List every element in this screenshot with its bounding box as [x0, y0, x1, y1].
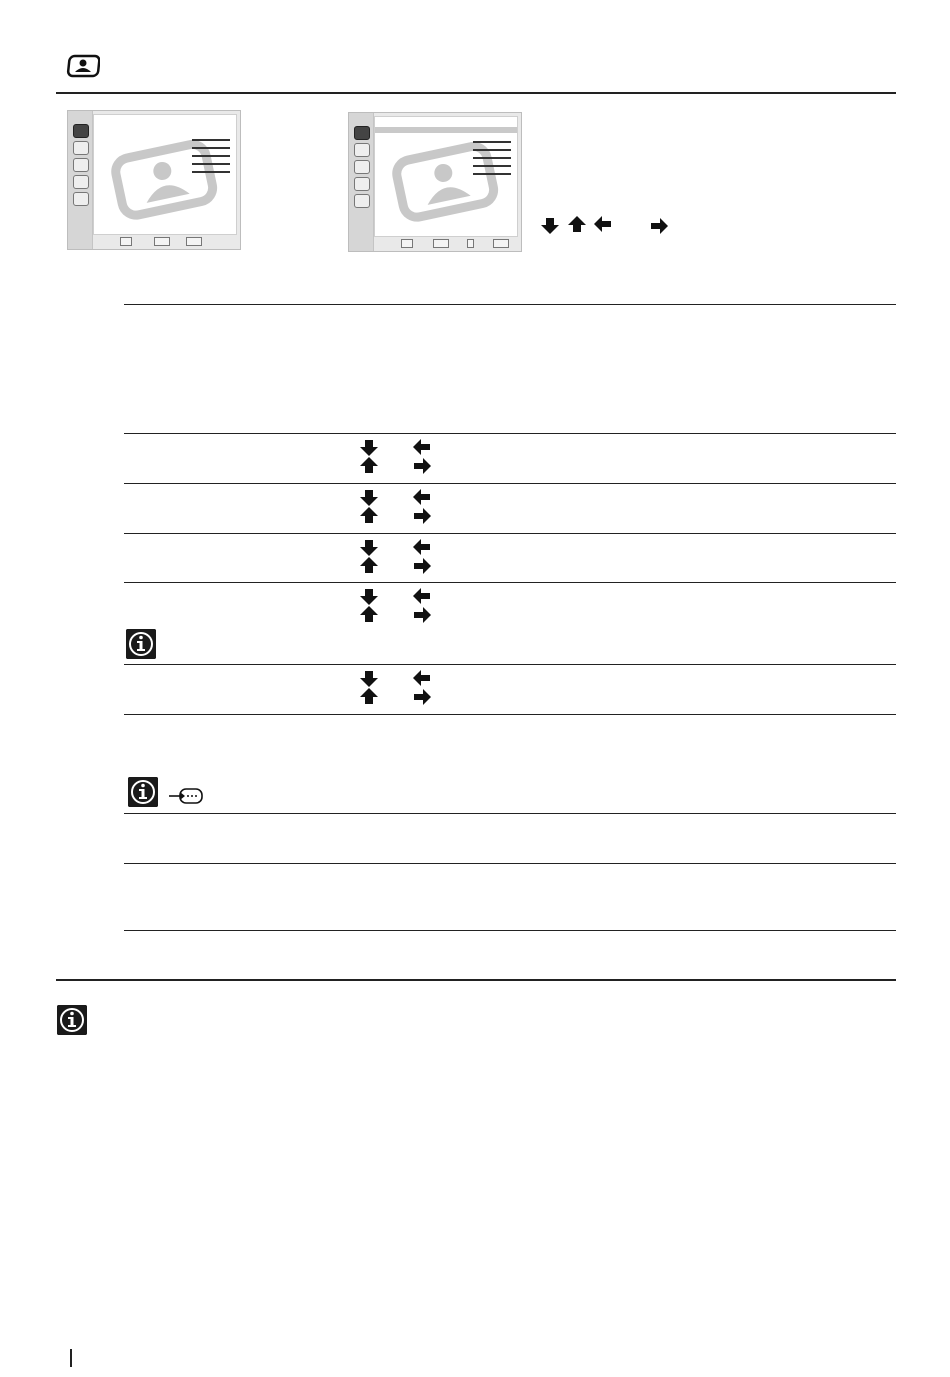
left-arrow-icon [413, 539, 431, 555]
info-icon [128, 777, 158, 807]
footer-rule [56, 979, 896, 981]
up-arrow-icon [360, 688, 378, 704]
right-arrow-icon [413, 558, 431, 574]
left-arrow-icon [413, 670, 431, 686]
setup-icon [73, 175, 89, 189]
picture-watermark-icon [108, 137, 218, 222]
menu-panel [374, 116, 518, 237]
table-rule [124, 304, 896, 305]
picture-menu-icon [66, 54, 100, 78]
page-edge-mark [70, 1349, 72, 1367]
down-arrow-icon [360, 440, 378, 456]
nav-key-hint [401, 239, 413, 248]
table-rule [124, 533, 896, 534]
right-arrow-icon [650, 218, 668, 234]
menu-screen-picture-adjust [348, 112, 522, 252]
up-arrow-icon [360, 507, 378, 523]
right-arrow-icon [413, 607, 431, 623]
right-arrow-icon [413, 458, 431, 474]
table-rule [124, 582, 896, 583]
menu-screen-overview [67, 110, 241, 250]
menu-key-hint [186, 237, 202, 246]
picture-icon [354, 126, 370, 140]
up-arrow-icon [360, 457, 378, 473]
down-arrow-icon [360, 490, 378, 506]
features-icon [73, 158, 89, 172]
left-arrow-icon [413, 439, 431, 455]
sound-icon [73, 141, 89, 155]
table-rule [124, 433, 896, 434]
features-icon [354, 160, 370, 174]
table-rule [124, 930, 896, 931]
down-arrow-icon [360, 540, 378, 556]
preset-icon [354, 194, 370, 208]
picture-icon [73, 124, 89, 138]
table-rule [124, 813, 896, 814]
up-arrow-icon [360, 606, 378, 622]
header-rule [56, 92, 896, 94]
left-arrow-icon [413, 588, 431, 604]
table-rule [124, 483, 896, 484]
table-rule [124, 714, 896, 715]
sound-icon [354, 143, 370, 157]
up-arrow-icon [360, 557, 378, 573]
down-arrow-icon [541, 218, 559, 234]
select-key-hint [467, 239, 474, 248]
table-rule [124, 863, 896, 864]
selection-highlight [375, 127, 517, 133]
left-arrow-icon [594, 216, 612, 232]
input-source-icon [168, 786, 204, 806]
right-arrow-icon [413, 689, 431, 705]
info-icon [57, 1005, 87, 1035]
menu-key-hint [493, 239, 509, 248]
right-arrow-icon [413, 508, 431, 524]
menu-sidebar [349, 113, 374, 251]
setup-icon [354, 177, 370, 191]
preset-icon [73, 192, 89, 206]
nav-key-hint [120, 237, 132, 246]
info-icon [126, 629, 156, 659]
picture-watermark-icon [389, 139, 499, 224]
down-arrow-icon [360, 589, 378, 605]
down-arrow-icon [360, 671, 378, 687]
up-arrow-icon [568, 216, 586, 232]
left-arrow-icon [413, 489, 431, 505]
menu-panel [93, 114, 237, 235]
ok-key-hint [154, 237, 170, 246]
ok-key-hint [433, 239, 449, 248]
table-rule [124, 664, 896, 665]
menu-sidebar [68, 111, 93, 249]
